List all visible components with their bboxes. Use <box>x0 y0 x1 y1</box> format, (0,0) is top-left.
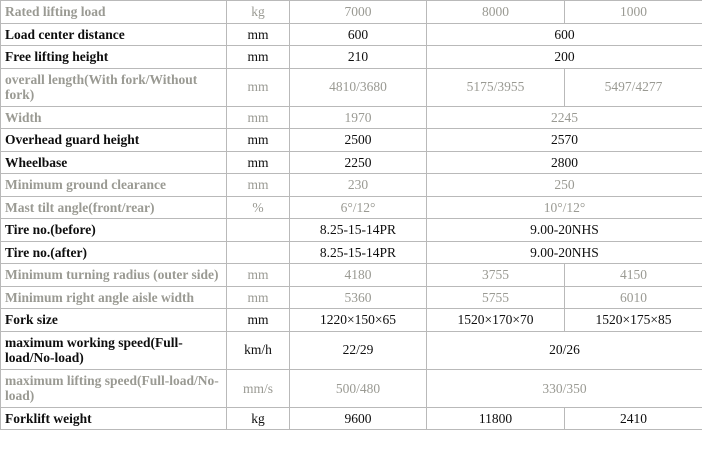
row-unit: km/h <box>227 331 290 369</box>
row-value: 4150 <box>565 264 702 287</box>
row-value: 5497/4277 <box>565 68 702 106</box>
row-unit: mm <box>227 68 290 106</box>
row-unit: kg <box>227 407 290 430</box>
row-label: Width <box>1 106 227 129</box>
table-row <box>1 196 702 219</box>
row-label: Tire no.(after) <box>1 241 227 264</box>
row-value: 6010 <box>565 286 702 309</box>
row-value: 600 <box>290 23 427 46</box>
row-unit: mm <box>227 174 290 197</box>
row-value: 1000 <box>565 1 702 24</box>
row-unit: mm/s <box>227 369 290 407</box>
row-value: 22/29 <box>290 331 427 369</box>
row-unit: mm <box>227 23 290 46</box>
row-label: maximum working speed(Full-load/No-load) <box>1 331 227 369</box>
row-unit <box>227 219 290 242</box>
row-value: 2570 <box>427 129 702 152</box>
row-value: 330/350 <box>427 369 702 407</box>
table-row <box>1 264 702 287</box>
specification-table-body <box>1 1 702 430</box>
row-label: Rated lifting load <box>1 1 227 24</box>
row-value: 2500 <box>290 129 427 152</box>
row-value: 9600 <box>290 407 427 430</box>
row-value: 8000 <box>427 1 565 24</box>
table-row <box>1 68 702 106</box>
row-label: Wheelbase <box>1 151 227 174</box>
table-row <box>1 286 702 309</box>
row-value: 9.00-20NHS <box>427 219 702 242</box>
row-value: 8.25-15-14PR <box>290 241 427 264</box>
row-value: 5755 <box>427 286 565 309</box>
row-label: Fork size <box>1 309 227 332</box>
row-value: 6°/12° <box>290 196 427 219</box>
table-row <box>1 241 702 264</box>
row-unit <box>227 241 290 264</box>
row-unit: % <box>227 196 290 219</box>
row-label: Mast tilt angle(front/rear) <box>1 196 227 219</box>
row-label: overall length(With fork/Without fork) <box>1 68 227 106</box>
row-value: 5175/3955 <box>427 68 565 106</box>
row-value: 1520×170×70 <box>427 309 565 332</box>
row-unit: mm <box>227 151 290 174</box>
table-row <box>1 151 702 174</box>
row-value: 2250 <box>290 151 427 174</box>
row-value: 8.25-15-14PR <box>290 219 427 242</box>
row-label: Load center distance <box>1 23 227 46</box>
table-row <box>1 106 702 129</box>
row-unit: mm <box>227 264 290 287</box>
table-row <box>1 369 702 407</box>
row-value: 5360 <box>290 286 427 309</box>
row-value: 4810/3680 <box>290 68 427 106</box>
row-label: Forklift weight <box>1 407 227 430</box>
row-unit: mm <box>227 106 290 129</box>
row-value: 4180 <box>290 264 427 287</box>
row-unit: mm <box>227 309 290 332</box>
table-row <box>1 407 702 430</box>
row-unit: mm <box>227 129 290 152</box>
row-unit: mm <box>227 46 290 69</box>
row-value: 2245 <box>427 106 702 129</box>
row-value: 2800 <box>427 151 702 174</box>
table-row <box>1 219 702 242</box>
row-value: 10°/12° <box>427 196 702 219</box>
row-value: 2410 <box>565 407 702 430</box>
row-value: 210 <box>290 46 427 69</box>
row-value: 1520×175×85 <box>565 309 702 332</box>
table-row <box>1 331 702 369</box>
row-label: Minimum turning radius (outer side) <box>1 264 227 287</box>
row-label: Tire no.(before) <box>1 219 227 242</box>
row-unit: kg <box>227 1 290 24</box>
row-value: 7000 <box>290 1 427 24</box>
row-value: 600 <box>427 23 702 46</box>
row-value: 3755 <box>427 264 565 287</box>
row-label: Overhead guard height <box>1 129 227 152</box>
row-unit: mm <box>227 286 290 309</box>
row-value: 20/26 <box>427 331 702 369</box>
row-value: 9.00-20NHS <box>427 241 702 264</box>
row-value: 500/480 <box>290 369 427 407</box>
row-label: Minimum ground clearance <box>1 174 227 197</box>
table-row <box>1 309 702 332</box>
row-value: 1220×150×65 <box>290 309 427 332</box>
row-value: 250 <box>427 174 702 197</box>
row-value: 1970 <box>290 106 427 129</box>
table-row <box>1 46 702 69</box>
row-value: 230 <box>290 174 427 197</box>
row-value: 11800 <box>427 407 565 430</box>
table-row <box>1 174 702 197</box>
table-row <box>1 23 702 46</box>
table-row <box>1 129 702 152</box>
row-label: Free lifting height <box>1 46 227 69</box>
row-value: 200 <box>427 46 702 69</box>
table-row <box>1 1 702 24</box>
row-label: Minimum right angle aisle width <box>1 286 227 309</box>
row-label: maximum lifting speed(Full-load/No-load) <box>1 369 227 407</box>
